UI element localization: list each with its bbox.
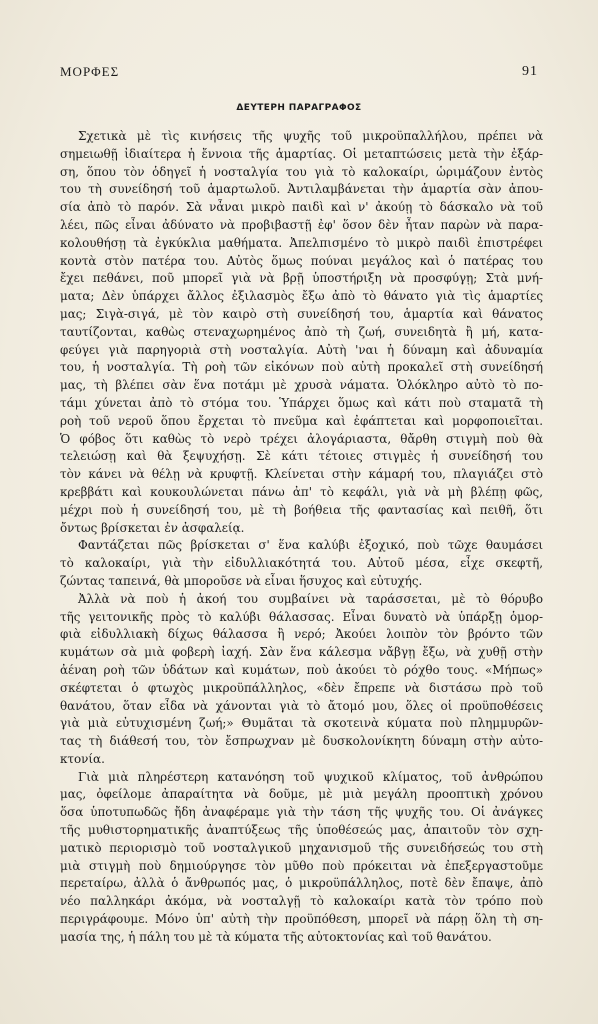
text-line: σία ἀπὸ τὸ παρόν. Σὰ νἆναι μικρὸ παιδὶ καὶ ν' ἀκούῃ τὸ δάσκαλο νὰ τοῦ — [60, 200, 543, 215]
text-line: Γιὰ μιὰ πληρέστερη κατανόηση τοῦ ψυχικοῦ κλίματος, τοῦ ἀνθρώπου — [78, 769, 543, 784]
text-line: ἀέναη ροὴ τῶν ὑδάτων καὶ κυμάτων, ποὺ ἀκούει τὸ ρόχθο τους. «Μήπως» — [60, 662, 543, 677]
text-line: του, ἡ νοσταλγία. Τὴ ροὴ τῶν εἰκόνων ποὺ αὐτὴ προκαλεῖ στὴ συνείδησή — [60, 360, 543, 375]
body-text — [60, 128, 543, 947]
running-title: ΜΟΡΦΕΣ — [60, 64, 120, 79]
text-line: ὄντως βρίσκεται ἐν ἀσφαλείᾳ. — [60, 520, 245, 535]
text-line: ἔχει πεθάνει, ποῦ μπορεῖ γιὰ νὰ βρῇ ὑποστήριξη νὰ προσφύγῃ; Στὰ μνή- — [60, 271, 543, 286]
text-line: μας, ὀφείλομε ἀπαραίτητα νὰ δοῦμε, μὲ μιὰ μεγάλη προοπτικὴ χρόνου — [60, 787, 543, 802]
text-line: του τὴ συνείδησή τοῦ ἁμαρτωλοῦ. Ἀντιλαμβάνεται τὴν ἁμαρτία σὰν ἀπου- — [60, 182, 543, 197]
text-line: θανάτου, ὅταν εἶδα νὰ χάνονται γιὰ τὸ ἄτομό μου, ὅλες οἱ προϋποθέσεις — [60, 698, 543, 713]
text-line: γιὰ μιὰ εὐτυχισμένη ζωή;» Θυμᾶται τὰ σκοτεινὰ κύματα ποὺ πλημμυρῶν- — [60, 716, 543, 731]
text-line: κολουθήσῃ τὰ ἐγκύκλια μαθήματα. Ἀπελπισμένο τὸ μικρὸ παιδὶ ἐπιστρέφει — [60, 235, 543, 250]
text-line: τάμι χύνεται ἀπὸ τὸ στόμα του. Ὑπάρχει ὅμως καὶ κάτι ποὺ σταματᾶ τὴ — [60, 395, 543, 410]
page-number: 91 — [522, 64, 538, 79]
text-line: Φαντάζεται πῶς βρίσκεται σ' ἕνα καλύβι ἐξοχικό, ποὺ τῶχε θαυμάσει — [78, 538, 543, 553]
section-heading: ΔΕΥΤΕΡΗ ΠΑΡΑΓΡΑΦΟΣ — [236, 103, 362, 113]
text-line: τὸ καλοκαίρι, γιὰ τὴν εἰδυλλιακότητά του. Αὐτοῦ μέσα, εἶχε σκεφτῆ, — [60, 556, 543, 571]
text-line: περιγράφουμε. Μόνο ὑπ' αὐτὴ τὴν προϋπόθεση, μπορεῖ νὰ πάρῃ ὅλη τὴ ση- — [60, 912, 543, 927]
text-line: ζώντας ταπεινά, θὰ μποροῦσε νὰ εἶναι ἥσυχος καὶ εὐτυχής. — [60, 573, 423, 588]
text-line: Ἀλλὰ νὰ ποὺ ἡ ἀκοή του συμβαίνει νὰ ταράσσεται, μὲ τὸ θόρυβο — [78, 591, 543, 606]
text-line: κοντὰ στὸν πατέρα του. Αὐτὸς ὅμως πούναι μεγάλος καὶ ὁ πατέρας του — [60, 253, 543, 268]
text-line: ροὴ τοῦ νεροῦ ὅπου ἔρχεται τὸ πνεῦμα καὶ ἐφάπτεται καὶ μορφοποιεῖται. — [60, 413, 543, 428]
text-line: σημειωθῇ ἰδιαίτερα ἡ ἔννοια τῆς ἁμαρτίας. Οἱ μεταπτώσεις μετὰ τὴν ἐξάρ- — [60, 146, 543, 161]
text-line: τῆς μυθιστορηματικῆς ἀναπτύξεως τῆς ὑποθέσεώς μας, ἀπαιτοῦν τὸν σχη- — [60, 823, 543, 838]
text-line: ὅσα ὑποτυπωδῶς ἤδη ἀναφέραμε γιὰ τὴν τάση τῆς ψυχῆς του. Οἱ ἀνάγκες — [60, 805, 543, 820]
text-line: ση, ὅπου τὸν ὁδηγεῖ ἡ νοσταλγία του γιὰ τὸ καλοκαίρι, ὡριμάζουν ἐντὸς — [60, 164, 543, 179]
text-line: τὸν κάνει νὰ θέλῃ νὰ κρυφτῇ. Κλείνεται στὴν κάμαρή του, πλαγιάζει στὸ — [60, 467, 543, 482]
text-line: κρεββάτι καὶ κουκουλώνεται πάνω ἀπ' τὸ κεφάλι, γιὰ νὰ μὴ βλέπῃ φῶς, — [60, 484, 543, 499]
text-line: Σχετικὰ μὲ τὶς κινήσεις τῆς ψυχῆς τοῦ μικροϋπαλλήλου, πρέπει νὰ — [78, 129, 543, 143]
text-line: ταυτίζονται, καθὼς στεναχωρημένος ἀπὸ τὴ ζωή, συνειδητὰ ἢ μή, κατα- — [60, 324, 543, 339]
text-line: τῆς γειτονικῆς πρὸς τὸ καλύβι θάλασσας. Εἶναι δυνατὸ νὰ ὑπάρξῃ ὁμορ- — [60, 609, 543, 624]
running-head — [60, 64, 538, 84]
text-line: κυμάτων σὰ μιὰ φοβερὴ ἰαχή. Σὰν ἕνα κάλεσμα νἄβγῃ ἔξω, νὰ χυθῇ στὴν — [60, 645, 543, 660]
text-line: τελειώσῃ καὶ θὰ ξεψυχήσῃ. Σὲ κάτι τέτοιες στιγμὲς ἡ συνείδησή του — [60, 449, 543, 464]
text-line: Ὁ φόβος ὅτι καθὼς τὸ νερὸ τρέχει ἀλογάριαστα, θἄρθη στιγμὴ ποὺ θὰ — [60, 431, 543, 446]
text-line: λέει, πῶς εἶναι ἀδύνατο νὰ προβιβαστῇ ἐφ' ὅσον δὲν ἦταν παρὼν νὰ παρα- — [60, 217, 543, 232]
text-line: νέο παλληκάρι ἀκόμα, νὰ νοσταλγῇ τὸ καλοκαίρι κατὰ τὸν τρόπο ποὺ — [60, 894, 543, 909]
text-line: μέχρι ποὺ ἡ συνείδησή του, μὲ τὴ βοήθεια τῆς φαντασίας καὶ πειθῆ, ὅτι — [60, 502, 543, 517]
text-line: μας; Σιγὰ-σιγά, μὲ τὸν καιρὸ στὴ συνείδησή του, ἁμαρτία καὶ θάνατος — [60, 306, 543, 321]
text-line: ματα; Δὲν ὑπάρχει ἄλλος ἐξιλασμὸς ἔξω ἀπὸ τὸ θάνατο γιὰ τὶς ἁμαρτίες — [60, 289, 543, 304]
text-line: περεταίρω, ἀλλὰ ὁ ἄνθρωπός μας, ὁ μικροϋπάλληλος, ποτὲ δὲν ἔπαψε, ἀπὸ — [60, 876, 543, 891]
text-line: κτονία. — [60, 751, 105, 766]
text-line: σκέφτεται ὁ φτωχὸς μικροϋπάλληλος, «δὲν ἔπρεπε νὰ διστάσω πρὸ τοῦ — [60, 680, 543, 695]
text-line: ματικὸ περιορισμὸ τοῦ νοσταλγικοῦ μηχανισμοῦ τῆς συνειδήσεώς του στὴ — [60, 840, 543, 855]
text-line: φιὰ εἰδυλλιακὴ δίχως θάλασσα ἢ νερό; Ἀκούει λοιπὸν τὸν βρόντο τῶν — [60, 627, 543, 642]
text-line: φεύγει γιὰ παρηγοριὰ στὴ νοσταλγία. Αὐτὴ 'ναι ἡ δύναμη καὶ ἀδυναμία — [60, 342, 543, 357]
text-line: τας τὴ διάθεσή του, τὸν ἔσπρωχναν μὲ δυσκολονίκητη δύναμη στὴν αὐτο- — [60, 734, 543, 749]
text-line: μασία της, ἡ πάλη του μὲ τὰ κύματα τῆς αὐτοκτονίας καὶ τοῦ θανάτου. — [60, 929, 492, 944]
text-line: μιὰ στιγμὴ ποὺ δημιούργησε τὸν μῦθο ποὺ πρόκειται νὰ ἐπεξεργαστοῦμε — [60, 858, 543, 873]
text-line: μας, τὴ βλέπει σὰν ἕνα ποτάμι μὲ χρυσὰ νάματα. Ὁλόκληρο αὐτὸ τὸ πο- — [60, 378, 543, 393]
